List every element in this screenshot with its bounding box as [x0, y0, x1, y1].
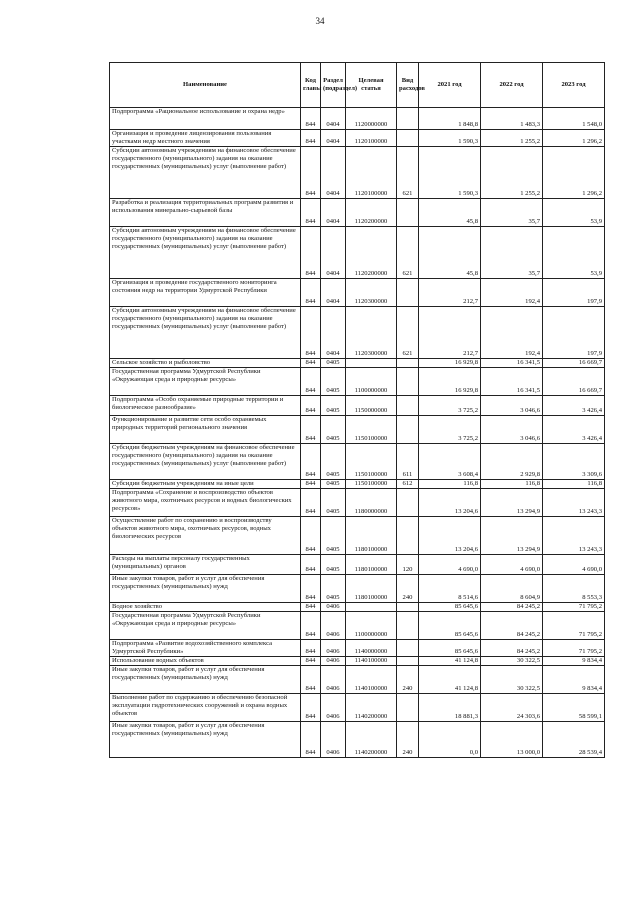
- cell-target: 1150100000: [346, 416, 397, 444]
- table-row: [110, 657, 605, 666]
- cell-2022: 3 046,6: [481, 416, 543, 444]
- table-row: [110, 130, 605, 147]
- cell-2023: 4 690,0: [543, 555, 605, 575]
- cell-name: Использование водных объектов: [110, 657, 301, 666]
- cell-2021: 8 514,6: [419, 575, 481, 603]
- cell-2023: 9 834,4: [543, 666, 605, 694]
- cell-2021: 18 881,3: [419, 694, 481, 722]
- cell-2023: 9 834,4: [543, 657, 605, 666]
- cell-type: [397, 199, 419, 227]
- header-type: Вид расходов: [397, 63, 419, 108]
- cell-name: Сельское хозяйство и рыболовство: [110, 359, 301, 368]
- cell-code: 844: [301, 694, 321, 722]
- cell-2022: 16 341,5: [481, 368, 543, 396]
- cell-type: [397, 396, 419, 416]
- cell-2023: 58 599,1: [543, 694, 605, 722]
- cell-target: 1100000000: [346, 368, 397, 396]
- table-row: [110, 147, 605, 199]
- cell-name: Субсидии автономным учреждениям на финансовое обеспечение государственного (муниципального) задания на оказание государственных (муниципальных) услуг (выполнение работ): [110, 307, 301, 359]
- header-2023: 2023 год: [543, 63, 605, 108]
- cell-section: 0405: [321, 489, 346, 517]
- cell-code: 844: [301, 444, 321, 480]
- cell-2021: 85 645,6: [419, 603, 481, 612]
- cell-2021: 3 725,2: [419, 396, 481, 416]
- cell-code: 844: [301, 307, 321, 359]
- cell-code: 844: [301, 130, 321, 147]
- cell-target: 1120100000: [346, 147, 397, 199]
- cell-type: [397, 657, 419, 666]
- cell-2023: 1 548,0: [543, 108, 605, 130]
- cell-name: Осуществление работ по сохранению и воспроизводству объектов животного мира, охотничьих ресурсов, водных биологических ресурсов: [110, 517, 301, 555]
- cell-2022: 192,4: [481, 279, 543, 307]
- cell-type: [397, 108, 419, 130]
- cell-2022: 8 604,9: [481, 575, 543, 603]
- cell-name: Организация и проведение государственного мониторинга состояния недр на территории Удмуртской Республики: [110, 279, 301, 307]
- cell-name: Субсидии бюджетным учреждениям на иные цели: [110, 480, 301, 489]
- table-row: [110, 480, 605, 489]
- cell-type: [397, 130, 419, 147]
- cell-code: 844: [301, 368, 321, 396]
- cell-code: 844: [301, 108, 321, 130]
- cell-type: [397, 368, 419, 396]
- cell-target: 1140000000: [346, 640, 397, 657]
- cell-name: Подпрограмма «Сохранение и воспроизводство объектов животного мира, охотничьих ресурсов и водных биологических ресурсов»: [110, 489, 301, 517]
- cell-2022: 24 303,6: [481, 694, 543, 722]
- cell-2021: 41 124,8: [419, 657, 481, 666]
- cell-name: Подпрограмма «Развитие водохозяйственного комплекса Удмуртской Республики»: [110, 640, 301, 657]
- cell-2022: 13 294,9: [481, 489, 543, 517]
- cell-name: Разработка и реализация территориальных программ развития и использования минерально-сырьевой базы: [110, 199, 301, 227]
- table-row: [110, 489, 605, 517]
- cell-target: 1140200000: [346, 694, 397, 722]
- header-name: Наименование: [110, 63, 301, 108]
- cell-2023: 116,8: [543, 480, 605, 489]
- cell-code: 844: [301, 575, 321, 603]
- cell-type: [397, 359, 419, 368]
- cell-section: 0404: [321, 147, 346, 199]
- cell-2021: 1 848,8: [419, 108, 481, 130]
- cell-name: Подпрограмма «Рациональное использование и охрана недр»: [110, 108, 301, 130]
- cell-section: 0405: [321, 368, 346, 396]
- cell-code: 844: [301, 640, 321, 657]
- cell-type: [397, 640, 419, 657]
- table-row: [110, 279, 605, 307]
- cell-2022: 13 000,0: [481, 722, 543, 758]
- cell-type: 612: [397, 480, 419, 489]
- cell-section: 0406: [321, 722, 346, 758]
- cell-code: 844: [301, 396, 321, 416]
- table-row: [110, 227, 605, 279]
- cell-type: [397, 517, 419, 555]
- cell-code: 844: [301, 517, 321, 555]
- cell-code: 844: [301, 489, 321, 517]
- cell-target: 1120000000: [346, 108, 397, 130]
- cell-2021: 41 124,8: [419, 666, 481, 694]
- cell-2023: 13 243,3: [543, 489, 605, 517]
- cell-code: 844: [301, 666, 321, 694]
- cell-2022: 1 483,3: [481, 108, 543, 130]
- cell-name: Государственная программа Удмуртской Республики «Окружающая среда и природные ресурсы»: [110, 612, 301, 640]
- table-row: [110, 666, 605, 694]
- table-row: [110, 444, 605, 480]
- cell-target: 1150100000: [346, 480, 397, 489]
- cell-2023: 53,9: [543, 227, 605, 279]
- cell-section: 0404: [321, 199, 346, 227]
- cell-target: 1120100000: [346, 130, 397, 147]
- cell-2022: 116,8: [481, 480, 543, 489]
- cell-type: 621: [397, 147, 419, 199]
- cell-section: 0406: [321, 612, 346, 640]
- header-target: Целевая статья: [346, 63, 397, 108]
- table-row: [110, 640, 605, 657]
- cell-name: Выполнение работ по содержанию и обеспечению безопасной эксплуатации гидротехнических сооружений и охрана водных объектов: [110, 694, 301, 722]
- cell-2023: 16 669,7: [543, 368, 605, 396]
- table-body: [110, 108, 605, 758]
- cell-2021: 212,7: [419, 279, 481, 307]
- cell-target: 1180000000: [346, 489, 397, 517]
- cell-2021: 4 690,0: [419, 555, 481, 575]
- table-row: [110, 612, 605, 640]
- cell-2023: 1 296,2: [543, 147, 605, 199]
- cell-type: [397, 416, 419, 444]
- cell-section: 0405: [321, 359, 346, 368]
- cell-target: 1140200000: [346, 722, 397, 758]
- cell-section: 0405: [321, 480, 346, 489]
- cell-2022: 1 255,2: [481, 147, 543, 199]
- cell-2021: 116,8: [419, 480, 481, 489]
- cell-target: 1100000000: [346, 612, 397, 640]
- cell-section: 0404: [321, 307, 346, 359]
- cell-target: [346, 359, 397, 368]
- header-section: Раздел (подраздел): [321, 63, 346, 108]
- table-header-row: [110, 63, 605, 108]
- budget-table: [109, 62, 605, 758]
- cell-type: 240: [397, 722, 419, 758]
- table-row: [110, 368, 605, 396]
- cell-target: 1140100000: [346, 666, 397, 694]
- cell-section: 0405: [321, 517, 346, 555]
- table-row: [110, 307, 605, 359]
- cell-type: [397, 489, 419, 517]
- cell-2022: 35,7: [481, 199, 543, 227]
- table-row: [110, 199, 605, 227]
- cell-code: 844: [301, 359, 321, 368]
- cell-2021: 45,8: [419, 199, 481, 227]
- cell-code: 844: [301, 555, 321, 575]
- table-row: [110, 108, 605, 130]
- cell-2022: 84 245,2: [481, 640, 543, 657]
- cell-2022: 3 046,6: [481, 396, 543, 416]
- cell-2021: 13 204,6: [419, 489, 481, 517]
- cell-section: 0405: [321, 555, 346, 575]
- cell-type: 621: [397, 227, 419, 279]
- cell-type: [397, 694, 419, 722]
- cell-2023: 197,9: [543, 307, 605, 359]
- cell-target: 1120300000: [346, 307, 397, 359]
- cell-2021: 85 645,6: [419, 612, 481, 640]
- cell-type: [397, 612, 419, 640]
- cell-code: 844: [301, 480, 321, 489]
- cell-type: 240: [397, 666, 419, 694]
- cell-section: 0405: [321, 444, 346, 480]
- cell-target: 1140100000: [346, 657, 397, 666]
- cell-2022: 30 322,5: [481, 657, 543, 666]
- cell-target: 1180100000: [346, 555, 397, 575]
- cell-2023: 16 669,7: [543, 359, 605, 368]
- cell-target: 1150100000: [346, 444, 397, 480]
- cell-2022: 84 245,2: [481, 603, 543, 612]
- cell-code: 844: [301, 279, 321, 307]
- table-row: [110, 694, 605, 722]
- cell-type: 611: [397, 444, 419, 480]
- cell-code: 844: [301, 603, 321, 612]
- header-2022: 2022 год: [481, 63, 543, 108]
- header-2021: 2021 год: [419, 63, 481, 108]
- cell-2023: 8 553,3: [543, 575, 605, 603]
- cell-type: [397, 603, 419, 612]
- cell-2023: 53,9: [543, 199, 605, 227]
- cell-name: Водное хозяйство: [110, 603, 301, 612]
- cell-section: 0406: [321, 603, 346, 612]
- cell-2021: 1 590,3: [419, 130, 481, 147]
- cell-2022: 13 294,9: [481, 517, 543, 555]
- cell-target: 1150000000: [346, 396, 397, 416]
- cell-type: 240: [397, 575, 419, 603]
- cell-section: 0404: [321, 279, 346, 307]
- cell-name: Функционирование и развитие сети особо охраняемых природных территорий регионального значения: [110, 416, 301, 444]
- table-row: [110, 396, 605, 416]
- cell-2021: 45,8: [419, 227, 481, 279]
- cell-2022: 1 255,2: [481, 130, 543, 147]
- cell-section: 0406: [321, 666, 346, 694]
- cell-section: 0405: [321, 575, 346, 603]
- cell-name: Субсидии автономным учреждениям на финансовое обеспечение государственного (муниципального) задания на оказание государственных (муниципальных) услуг (выполнение работ): [110, 227, 301, 279]
- cell-name: Организация и проведение лицензирования пользования участками недр местного значения: [110, 130, 301, 147]
- cell-2021: 16 929,8: [419, 368, 481, 396]
- cell-2023: 71 795,2: [543, 640, 605, 657]
- cell-2022: 30 322,5: [481, 666, 543, 694]
- cell-type: 621: [397, 307, 419, 359]
- cell-code: 844: [301, 199, 321, 227]
- cell-2021: 0,0: [419, 722, 481, 758]
- cell-2021: 13 204,6: [419, 517, 481, 555]
- cell-2023: 71 795,2: [543, 603, 605, 612]
- cell-code: 844: [301, 612, 321, 640]
- cell-2022: 35,7: [481, 227, 543, 279]
- cell-2023: 1 296,2: [543, 130, 605, 147]
- table-row: [110, 517, 605, 555]
- cell-section: 0406: [321, 694, 346, 722]
- table-row: [110, 359, 605, 368]
- cell-name: Расходы на выплаты персоналу государственных (муниципальных) органов: [110, 555, 301, 575]
- cell-2023: 13 243,3: [543, 517, 605, 555]
- cell-target: 1120200000: [346, 199, 397, 227]
- cell-2021: 16 929,8: [419, 359, 481, 368]
- cell-2021: 85 645,6: [419, 640, 481, 657]
- cell-2021: 1 590,3: [419, 147, 481, 199]
- cell-2023: 3 426,4: [543, 396, 605, 416]
- cell-code: 844: [301, 147, 321, 199]
- cell-name: Иные закупки товаров, работ и услуг для обеспечения государственных (муниципальных) нужд: [110, 722, 301, 758]
- cell-target: [346, 603, 397, 612]
- cell-section: 0404: [321, 130, 346, 147]
- cell-name: Подпрограмма «Особо охраняемые природные территории и биологическое разнообразие»: [110, 396, 301, 416]
- cell-name: Иные закупки товаров, работ и услуг для обеспечения государственных (муниципальных) нужд: [110, 666, 301, 694]
- cell-target: 1120300000: [346, 279, 397, 307]
- table-row: [110, 575, 605, 603]
- cell-section: 0406: [321, 657, 346, 666]
- cell-target: 1180100000: [346, 517, 397, 555]
- cell-2022: 16 341,5: [481, 359, 543, 368]
- table-row: [110, 722, 605, 758]
- cell-2023: 3 426,4: [543, 416, 605, 444]
- cell-2022: 192,4: [481, 307, 543, 359]
- cell-section: 0404: [321, 108, 346, 130]
- cell-2022: 4 690,0: [481, 555, 543, 575]
- cell-type: [397, 279, 419, 307]
- cell-type: 120: [397, 555, 419, 575]
- header-code: Код главы: [301, 63, 321, 108]
- cell-code: 844: [301, 227, 321, 279]
- cell-2023: 3 309,6: [543, 444, 605, 480]
- table-row: [110, 603, 605, 612]
- cell-section: 0405: [321, 416, 346, 444]
- cell-name: Иные закупки товаров, работ и услуг для обеспечения государственных (муниципальных) нужд: [110, 575, 301, 603]
- cell-2021: 212,7: [419, 307, 481, 359]
- cell-name: Субсидии автономным учреждениям на финансовое обеспечение государственного (муниципального) задания на оказание государственных (муниципальных) услуг (выполнение работ): [110, 147, 301, 199]
- page-number: 34: [315, 16, 325, 26]
- cell-section: 0404: [321, 227, 346, 279]
- table-row: [110, 555, 605, 575]
- cell-code: 844: [301, 416, 321, 444]
- cell-code: 844: [301, 657, 321, 666]
- cell-2023: 71 795,2: [543, 612, 605, 640]
- cell-target: 1180100000: [346, 575, 397, 603]
- cell-2021: 3 608,4: [419, 444, 481, 480]
- table-row: [110, 416, 605, 444]
- cell-code: 844: [301, 722, 321, 758]
- cell-2022: 84 245,2: [481, 612, 543, 640]
- cell-section: 0405: [321, 396, 346, 416]
- cell-name: Субсидии бюджетным учреждениям на финансовое обеспечение государственного (муниципального) задания на оказание государственных (муниципальных) услуг (выполнение работ): [110, 444, 301, 480]
- cell-2021: 3 725,2: [419, 416, 481, 444]
- cell-2022: 2 929,8: [481, 444, 543, 480]
- cell-name: Государственная программа Удмуртской Республики «Окружающая среда и природные ресурсы»: [110, 368, 301, 396]
- cell-2023: 197,9: [543, 279, 605, 307]
- cell-target: 1120200000: [346, 227, 397, 279]
- cell-section: 0406: [321, 640, 346, 657]
- cell-2023: 28 539,4: [543, 722, 605, 758]
